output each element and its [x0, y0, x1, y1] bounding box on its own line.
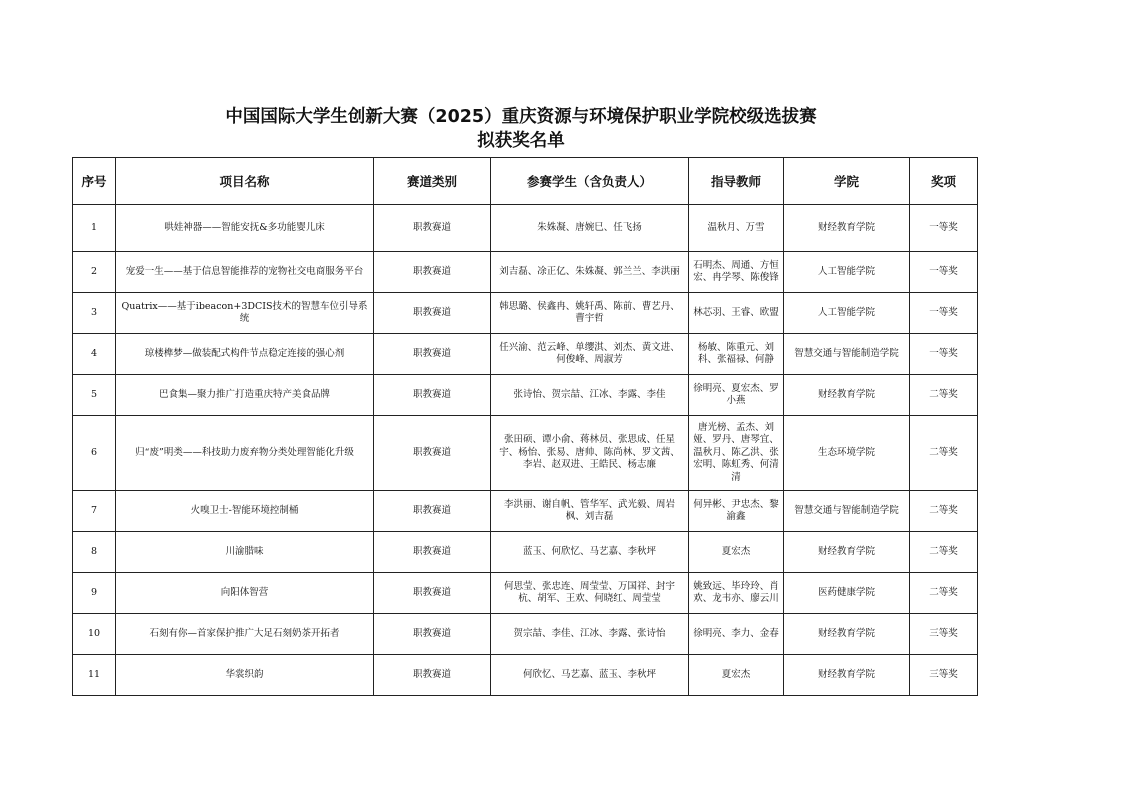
cell-project: 哄娃神器——智能安抚&多功能婴儿床 [116, 205, 374, 252]
cell-students: 任兴渝、范云峰、单缨淇、刘杰、黄文进、何俊峰、周淑芳 [491, 334, 689, 375]
cell-no: 3 [73, 293, 116, 334]
cell-teachers: 徐明亮、夏宏杰、罗小燕 [689, 375, 784, 416]
cell-award: 三等奖 [910, 655, 978, 696]
cell-no: 11 [73, 655, 116, 696]
table-row [73, 252, 978, 293]
header-no: 序号 [73, 158, 116, 205]
cell-no: 5 [73, 375, 116, 416]
header-row [73, 158, 978, 205]
cell-no: 8 [73, 532, 116, 573]
cell-college: 智慧交通与智能制造学院 [784, 491, 910, 532]
header-track: 赛道类别 [374, 158, 491, 205]
cell-no: 10 [73, 614, 116, 655]
cell-teachers: 温秋月、万雪 [689, 205, 784, 252]
cell-college: 人工智能学院 [784, 252, 910, 293]
cell-teachers: 何异彬、尹忠杰、黎渝鑫 [689, 491, 784, 532]
table-row [73, 491, 978, 532]
cell-project: 华裳织韵 [116, 655, 374, 696]
table-row [73, 614, 978, 655]
cell-project: 归“废”明类——科技助力废弃物分类处理智能化升级 [116, 416, 374, 491]
cell-college: 财经教育学院 [784, 614, 910, 655]
cell-track: 职教赛道 [374, 491, 491, 532]
header-project: 项目名称 [116, 158, 374, 205]
table-row [73, 416, 978, 491]
cell-project: Quatrix——基于ibeacon+3DCIS技术的智慧车位引导系统 [116, 293, 374, 334]
cell-project: 川渝腊味 [116, 532, 374, 573]
cell-teachers: 夏宏杰 [689, 532, 784, 573]
cell-college: 智慧交通与智能制造学院 [784, 334, 910, 375]
cell-project: 巴食集—聚力推广打造重庆特产美食品牌 [116, 375, 374, 416]
cell-college: 生态环境学院 [784, 416, 910, 491]
cell-teachers: 杨敏、陈重元、刘科、张福禄、何静 [689, 334, 784, 375]
cell-teachers: 唐光榜、孟杰、刘娅、罗丹、唐琴宜、温秋月、陈乙洪、张宏明、陈虹秀、何清清 [689, 416, 784, 491]
cell-teachers: 林芯羽、王睿、欧盟 [689, 293, 784, 334]
cell-track: 职教赛道 [374, 416, 491, 491]
cell-track: 职教赛道 [374, 614, 491, 655]
cell-project: 火嗅卫士-智能环境控制桶 [116, 491, 374, 532]
award-list-table [72, 157, 978, 696]
table-row [73, 532, 978, 573]
table-row [73, 375, 978, 416]
header-students: 参赛学生（含负责人） [491, 158, 689, 205]
cell-award: 二等奖 [910, 416, 978, 491]
table-row [73, 334, 978, 375]
cell-award: 一等奖 [910, 293, 978, 334]
cell-project: 向阳体智营 [116, 573, 374, 614]
cell-award: 一等奖 [910, 252, 978, 293]
cell-track: 职教赛道 [374, 532, 491, 573]
cell-no: 7 [73, 491, 116, 532]
cell-track: 职教赛道 [374, 655, 491, 696]
cell-students: 韩思璐、侯鑫冉、姚轩禹、陈前、曹艺丹、曹宇哲 [491, 293, 689, 334]
document-subtitle: 拟获奖名单 [477, 131, 565, 151]
cell-college: 财经教育学院 [784, 655, 910, 696]
cell-college: 财经教育学院 [784, 532, 910, 573]
cell-project: 琼楼榫梦—做装配式构件节点稳定连接的强心剂 [116, 334, 374, 375]
table-row [73, 293, 978, 334]
cell-award: 一等奖 [910, 334, 978, 375]
cell-track: 职教赛道 [374, 375, 491, 416]
cell-track: 职教赛道 [374, 334, 491, 375]
cell-students: 张田硕、谭小俞、蒋林员、张思成、任星宇、杨怡、张易、唐帅、陈尚林、罗文茜、李岩、赵双进、王皓民、杨志廉 [491, 416, 689, 491]
cell-teachers: 石明杰、周通、方恒宏、冉学琴、陈俊锋 [689, 252, 784, 293]
table-row [73, 205, 978, 252]
cell-no: 6 [73, 416, 116, 491]
header-award: 奖项 [910, 158, 978, 205]
cell-students: 何思莹、张忠连、周莹莹、万国祥、封宇杭、胡军、王欢、何晓红、周莹莹 [491, 573, 689, 614]
cell-track: 职教赛道 [374, 293, 491, 334]
cell-students: 何欣忆、马艺嘉、蓝玉、李秋坪 [491, 655, 689, 696]
cell-students: 张诗怡、贺宗喆、江冰、李露、李佳 [491, 375, 689, 416]
cell-project: 宠爱一生——基于信息智能推荐的宠物社交电商服务平台 [116, 252, 374, 293]
cell-no: 9 [73, 573, 116, 614]
cell-track: 职教赛道 [374, 205, 491, 252]
cell-no: 2 [73, 252, 116, 293]
header-teachers: 指导教师 [689, 158, 784, 205]
table-row [73, 655, 978, 696]
cell-students: 贺宗喆、李佳、江冰、李露、张诗怡 [491, 614, 689, 655]
cell-students: 刘吉磊、凃正亿、朱姝凝、郭兰兰、李洪丽 [491, 252, 689, 293]
cell-award: 二等奖 [910, 375, 978, 416]
cell-award: 二等奖 [910, 532, 978, 573]
cell-students: 蓝玉、何欣忆、马艺嘉、李秋坪 [491, 532, 689, 573]
document-title: 中国国际大学生创新大赛（2025）重庆资源与环境保护职业学院校级选拔赛 [225, 107, 817, 127]
cell-no: 4 [73, 334, 116, 375]
cell-students: 朱姝凝、唐婉巳、任飞扬 [491, 205, 689, 252]
cell-teachers: 夏宏杰 [689, 655, 784, 696]
cell-track: 职教赛道 [374, 573, 491, 614]
cell-project: 石刻有你—首家保护推广大足石刻奶茶开拓者 [116, 614, 374, 655]
cell-award: 一等奖 [910, 205, 978, 252]
cell-college: 人工智能学院 [784, 293, 910, 334]
cell-track: 职教赛道 [374, 252, 491, 293]
cell-college: 财经教育学院 [784, 205, 910, 252]
cell-award: 三等奖 [910, 614, 978, 655]
cell-college: 财经教育学院 [784, 375, 910, 416]
cell-college: 医药健康学院 [784, 573, 910, 614]
cell-teachers: 徐明亮、李力、金春 [689, 614, 784, 655]
cell-students: 李洪丽、谢自帆、管华军、武光毅、周岩枫、刘吉磊 [491, 491, 689, 532]
cell-award: 二等奖 [910, 491, 978, 532]
cell-award: 二等奖 [910, 573, 978, 614]
cell-teachers: 姚致远、毕玲玲、肖欢、龙韦亦、廖云川 [689, 573, 784, 614]
header-college: 学院 [784, 158, 910, 205]
table-row [73, 573, 978, 614]
cell-no: 1 [73, 205, 116, 252]
